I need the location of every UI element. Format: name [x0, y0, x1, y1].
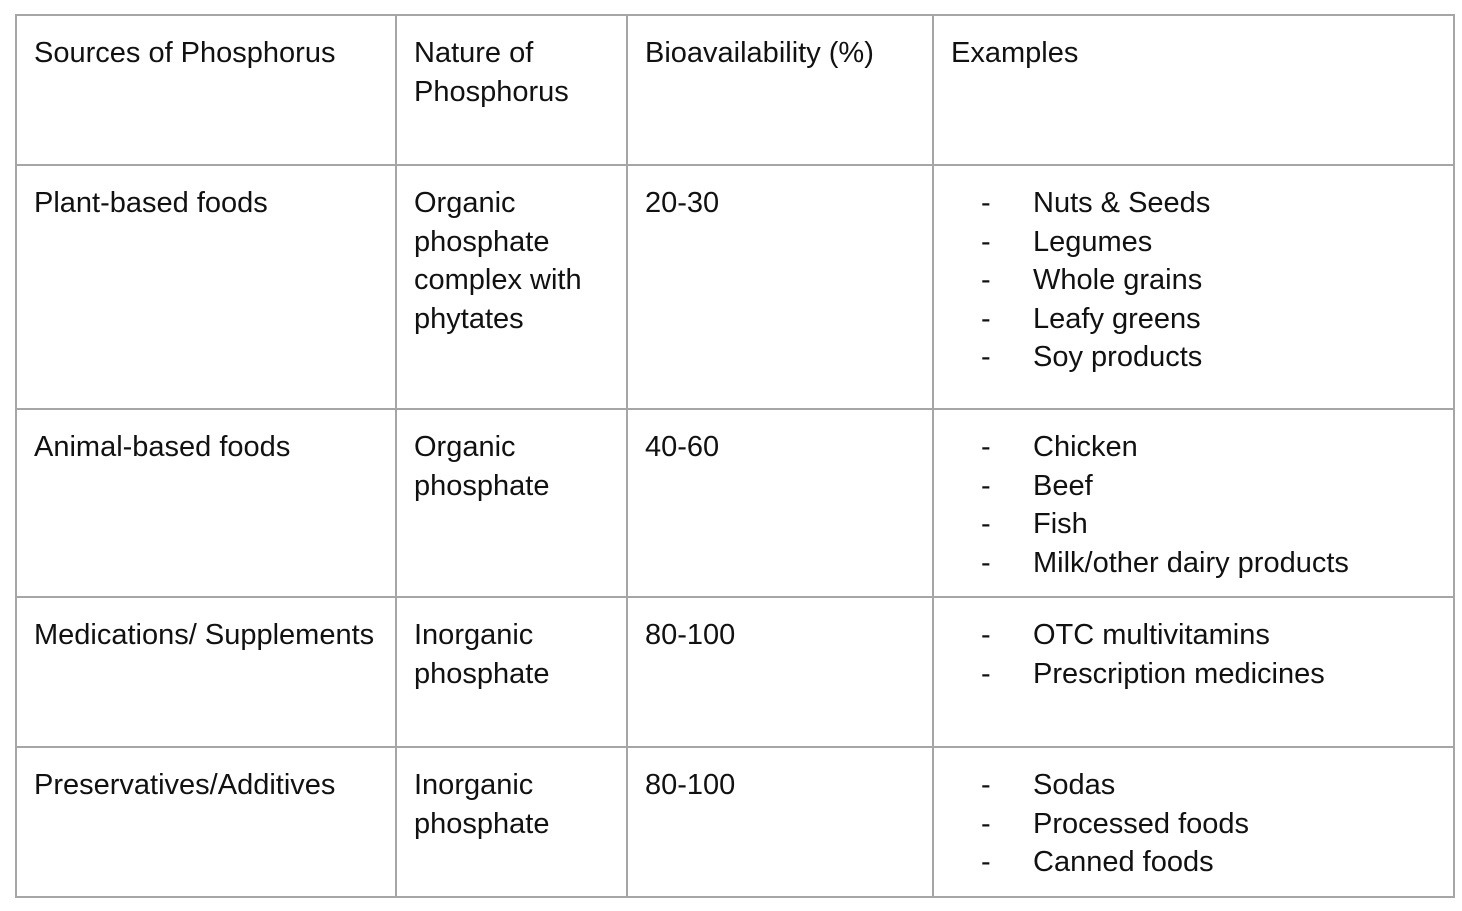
nature-cell: Organic phosphate: [396, 409, 627, 597]
source-cell: Animal-based foods: [16, 409, 396, 597]
list-item: [951, 655, 1437, 694]
examples-cell: [933, 747, 1454, 897]
examples-cell: [933, 165, 1454, 409]
bullet-dash: -: [981, 846, 991, 879]
list-item: [951, 338, 1437, 377]
source-cell: Plant-based foods: [16, 165, 396, 409]
example-text: Fish: [1033, 508, 1088, 541]
example-text: Soy products: [1033, 341, 1203, 374]
source-cell: Preservatives/Additives: [16, 747, 396, 897]
source-cell: Medications/ Supplements: [16, 597, 396, 747]
example-text: Sodas: [1033, 769, 1116, 801]
examples-list: [951, 766, 1437, 882]
bioavailability-cell: 80-100: [627, 597, 933, 747]
example-text: Canned foods: [1033, 846, 1214, 879]
bullet-dash: -: [981, 187, 991, 219]
list-item: [951, 223, 1437, 262]
list-item: [951, 428, 1437, 467]
list-item: [951, 766, 1437, 805]
example-text: Whole grains: [1033, 264, 1203, 297]
nature-cell: Inorganic phosphate: [396, 747, 627, 897]
bullet-dash: -: [981, 431, 991, 463]
bioavailability-cell: 20-30: [627, 165, 933, 409]
example-text: Nuts & Seeds: [1033, 187, 1211, 219]
list-item: [951, 184, 1437, 223]
example-text: Leafy greens: [1033, 302, 1201, 335]
bullet-dash: -: [981, 341, 991, 374]
list-item: [951, 805, 1437, 844]
example-text: OTC multivitamins: [1033, 619, 1270, 651]
header-cell-nature: Nature of Phosphorus: [396, 15, 627, 165]
example-text: Legumes: [1033, 225, 1153, 258]
table-row: [16, 747, 1454, 897]
header-row: [16, 15, 1454, 165]
example-text: Milk/other dairy products: [1033, 546, 1349, 579]
list-item: [951, 467, 1437, 506]
nature-cell: Inorganic phosphate: [396, 597, 627, 747]
nature-cell: Organic phosphate complex with phytates: [396, 165, 627, 409]
list-item: [951, 505, 1437, 544]
bullet-dash: -: [981, 546, 991, 579]
phosphorus-sources-table: [15, 14, 1455, 898]
header-cell-sources: Sources of Phosphorus: [16, 15, 396, 165]
bullet-dash: -: [981, 769, 991, 801]
bullet-dash: -: [981, 508, 991, 541]
bullet-dash: -: [981, 225, 991, 258]
list-item: [951, 843, 1437, 882]
examples-list: [951, 616, 1437, 693]
examples-cell: [933, 409, 1454, 597]
examples-list: [951, 184, 1437, 377]
example-text: Beef: [1033, 469, 1093, 502]
header-cell-examples: Examples: [933, 15, 1454, 165]
bullet-dash: -: [981, 302, 991, 335]
examples-cell: [933, 597, 1454, 747]
list-item: [951, 261, 1437, 300]
bullet-dash: -: [981, 619, 991, 651]
header-cell-bioavailability: Bioavailability (%): [627, 15, 933, 165]
bullet-dash: -: [981, 657, 991, 690]
bullet-dash: -: [981, 264, 991, 297]
table-row: [16, 597, 1454, 747]
bioavailability-cell: 80-100: [627, 747, 933, 897]
example-text: Chicken: [1033, 431, 1138, 463]
example-text: Processed foods: [1033, 807, 1250, 840]
table-row: [16, 409, 1454, 597]
table-row: [16, 165, 1454, 409]
list-item: [951, 616, 1437, 655]
bioavailability-cell: 40-60: [627, 409, 933, 597]
bullet-dash: -: [981, 469, 991, 502]
examples-list: [951, 428, 1437, 582]
example-text: Prescription medicines: [1033, 657, 1325, 690]
bullet-dash: -: [981, 807, 991, 840]
list-item: [951, 544, 1437, 583]
list-item: [951, 300, 1437, 339]
